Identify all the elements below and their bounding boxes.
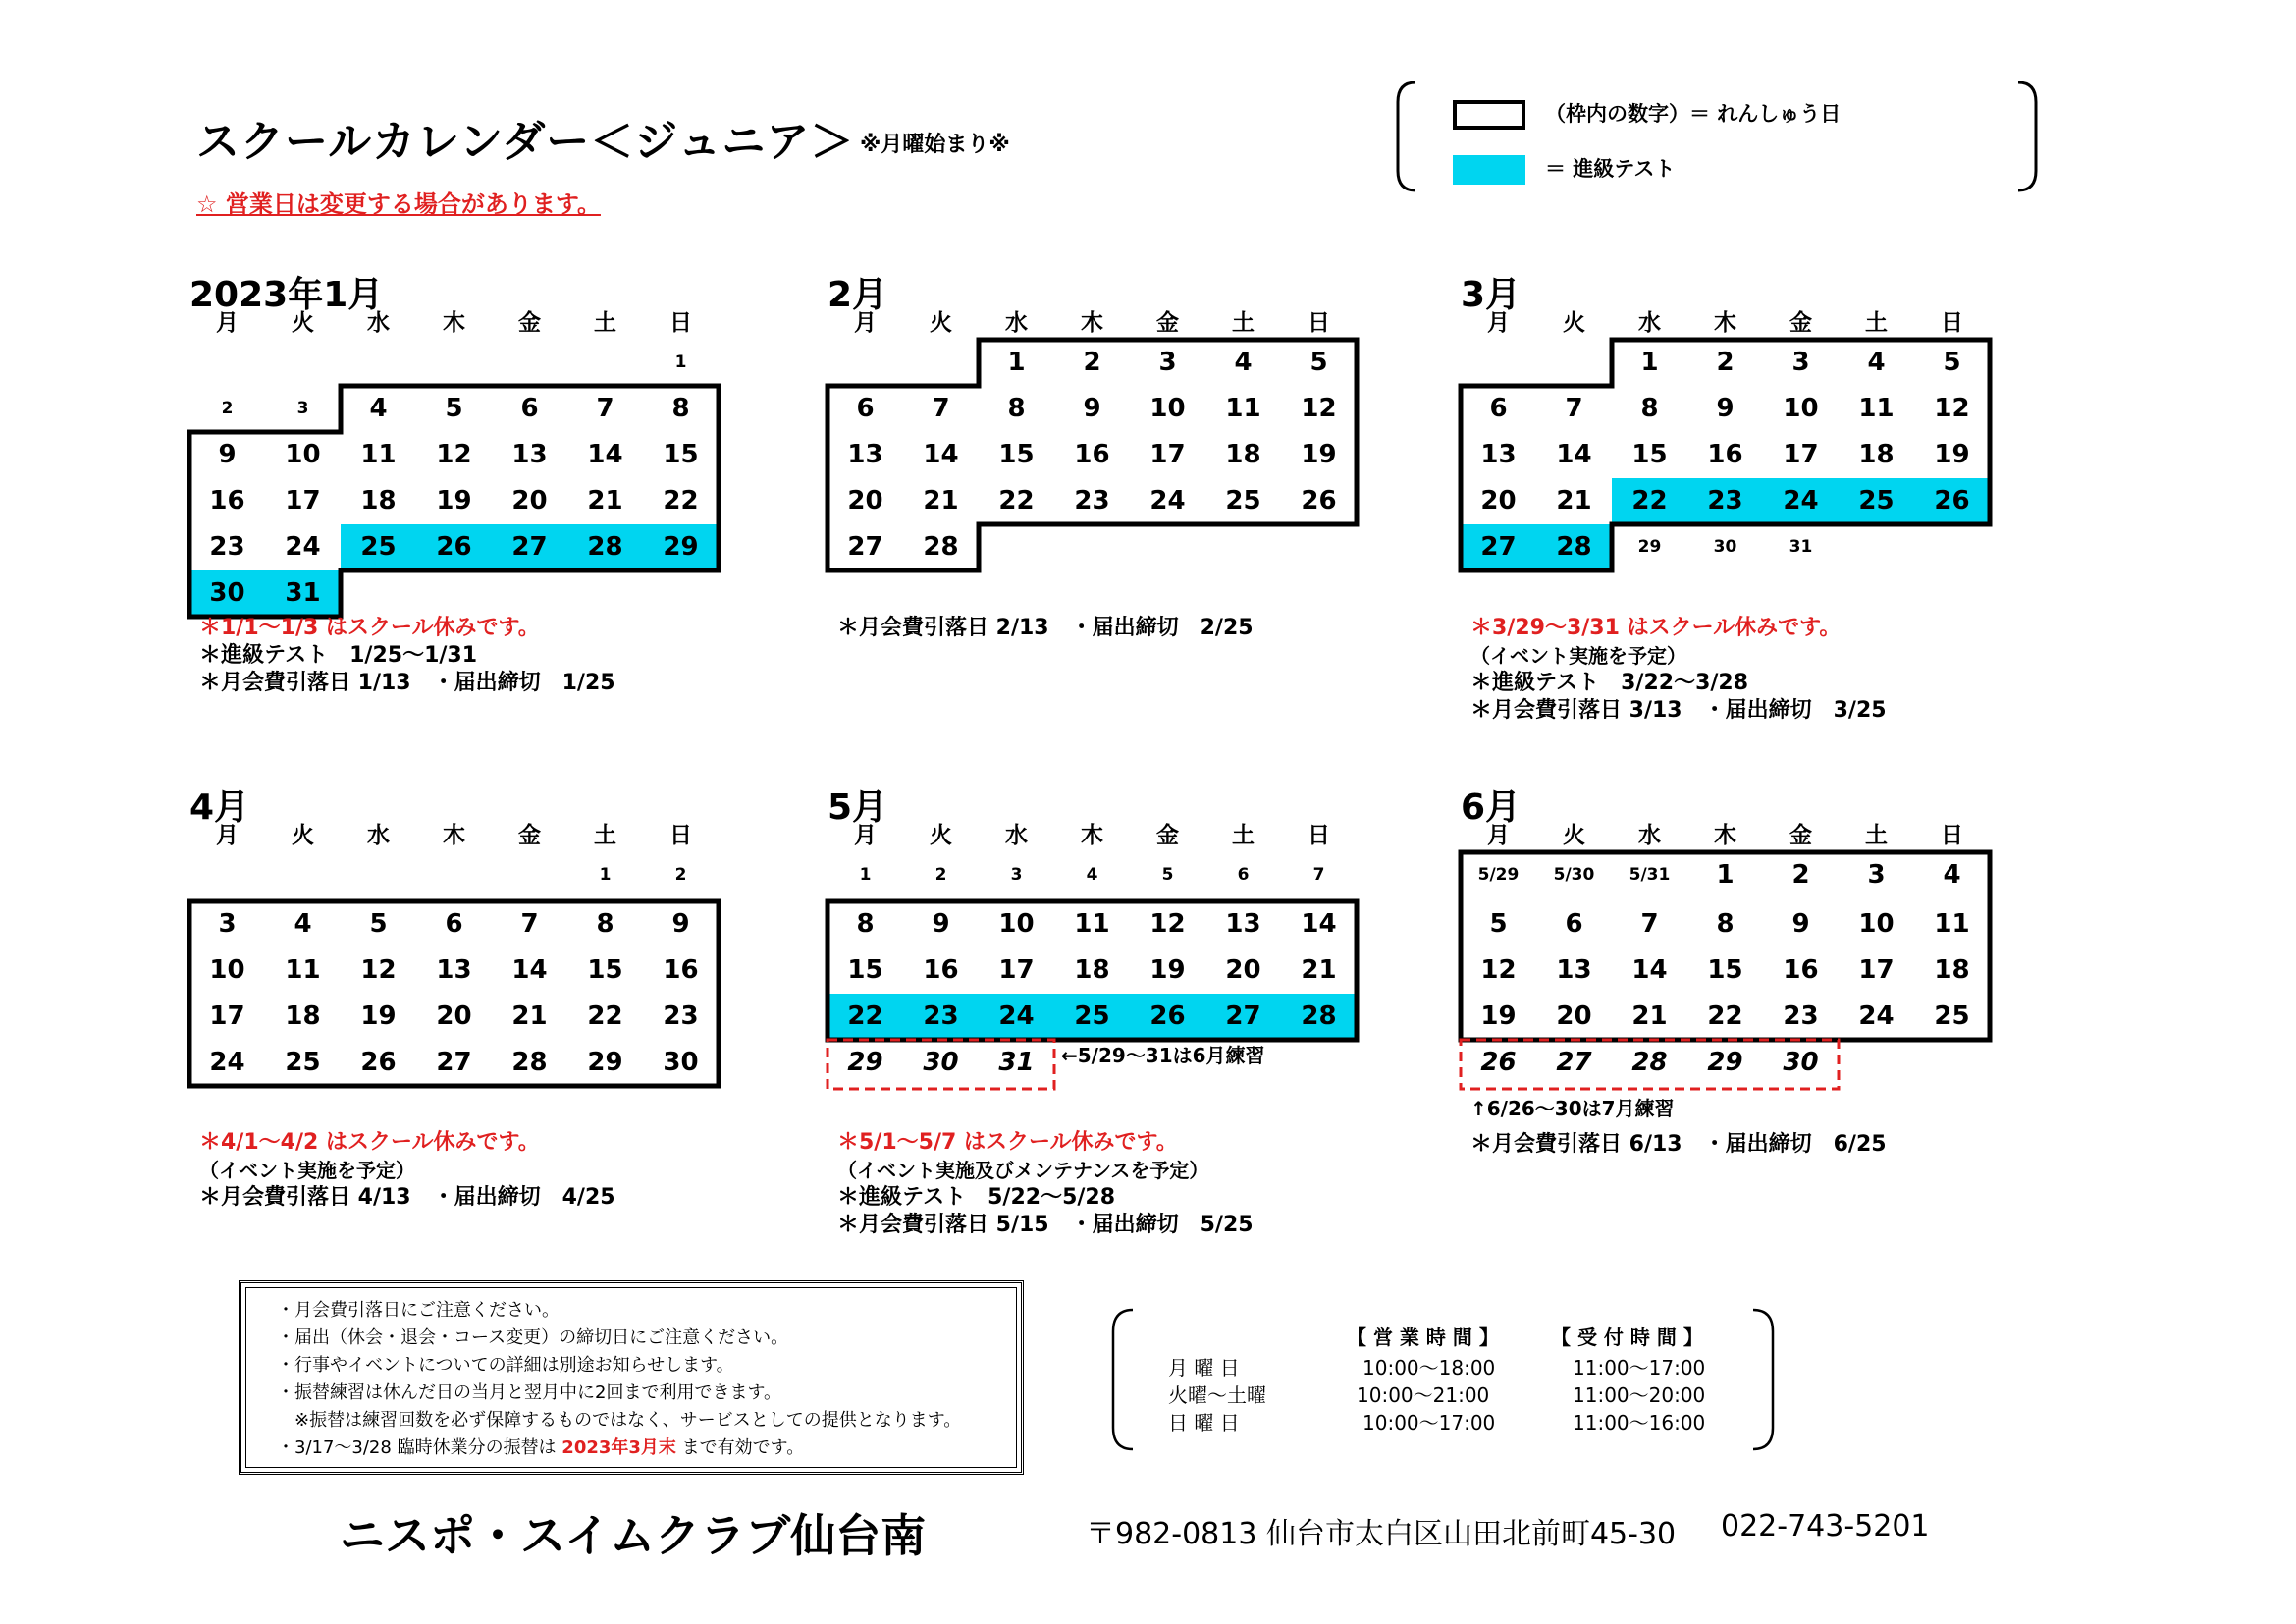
month-note: ＊月会費引落日 3/13 ・届出締切 3/25 bbox=[1470, 698, 1887, 723]
weekday-header: 日 bbox=[669, 823, 692, 848]
day-april-30: 30 bbox=[663, 1048, 699, 1077]
day-may-16: 16 bbox=[923, 955, 959, 985]
day-june-5: 5 bbox=[1489, 909, 1508, 939]
day-april-24: 24 bbox=[209, 1048, 245, 1077]
info-line: ※振替は練習回数を必ず保障するものではなく、サービスとしての提供となります。 bbox=[277, 1410, 962, 1431]
day-february-19: 19 bbox=[1301, 440, 1337, 469]
day-june-3: 3 bbox=[1867, 860, 1886, 890]
hours-reception: 11:00〜20:00 bbox=[1573, 1383, 1706, 1407]
day-february-26: 26 bbox=[1301, 486, 1337, 515]
day-january-18: 18 bbox=[360, 486, 397, 515]
info-line-makeup bbox=[277, 1435, 1021, 1462]
weekday-header: 金 bbox=[518, 823, 541, 848]
day-january-28: 28 bbox=[587, 532, 623, 562]
day-may-23: 23 bbox=[923, 1001, 959, 1031]
day-may-25: 25 bbox=[1074, 1001, 1110, 1031]
day-march-27: 27 bbox=[1480, 532, 1517, 562]
closure-note: ＊3/29〜3/31 はスクール休みです。 bbox=[1470, 616, 1842, 640]
day-march-6: 6 bbox=[1489, 394, 1508, 423]
day-april-18: 18 bbox=[285, 1001, 321, 1031]
day-january-26: 26 bbox=[436, 532, 472, 562]
day-january-13: 13 bbox=[511, 440, 548, 469]
info-makeup-deadline: 2023年3月末 bbox=[561, 1437, 676, 1458]
day-may-24: 24 bbox=[998, 1001, 1035, 1031]
day-march-20: 20 bbox=[1480, 486, 1517, 515]
day-february-28: 28 bbox=[923, 532, 959, 562]
club-phone: 022-743-5201 bbox=[1721, 1509, 1930, 1543]
day-march-13: 13 bbox=[1480, 440, 1517, 469]
day-may-20: 20 bbox=[1225, 955, 1261, 985]
day-february-2: 2 bbox=[1083, 348, 1101, 377]
day-june-28: 28 bbox=[1631, 1048, 1668, 1077]
weekday-header: 土 bbox=[1865, 823, 1888, 848]
day-june-7: 7 bbox=[1640, 909, 1659, 939]
day-may-19: 19 bbox=[1149, 955, 1186, 985]
day-april-1: 1 bbox=[599, 865, 612, 885]
day-january-25: 25 bbox=[360, 532, 397, 562]
day-may-2: 2 bbox=[934, 865, 947, 885]
info-line: ・届出（休会・退会・コース変更）の締切日にご注意ください。 bbox=[277, 1327, 789, 1348]
day-march-15: 15 bbox=[1631, 440, 1668, 469]
day-april-26: 26 bbox=[360, 1048, 397, 1077]
day-june-18: 18 bbox=[1934, 955, 1970, 985]
day-march-28: 28 bbox=[1556, 532, 1592, 562]
day-march-8: 8 bbox=[1640, 394, 1659, 423]
page-subtitle: ※月曜始まり※ bbox=[860, 133, 1010, 157]
day-january-2: 2 bbox=[221, 399, 234, 418]
weekday-header: 金 bbox=[1789, 823, 1812, 848]
day-june-25: 25 bbox=[1934, 1001, 1970, 1031]
day-february-21: 21 bbox=[923, 486, 959, 515]
weekday-header: 土 bbox=[1865, 310, 1888, 336]
day-february-11: 11 bbox=[1225, 394, 1261, 423]
weekday-header: 火 bbox=[1563, 823, 1585, 848]
month-title: 4月 bbox=[189, 787, 250, 828]
day-june-8: 8 bbox=[1716, 909, 1735, 939]
month-note: ＊月会費引落日 4/13 ・届出締切 4/25 bbox=[199, 1185, 615, 1210]
weekday-header: 火 bbox=[930, 823, 952, 848]
weekday-header: 金 bbox=[518, 310, 541, 336]
day-february-6: 6 bbox=[856, 394, 875, 423]
day-january-16: 16 bbox=[209, 486, 245, 515]
info-makeup-suffix: まで有効です。 bbox=[681, 1437, 805, 1458]
day-may-1: 1 bbox=[859, 865, 872, 885]
day-january-15: 15 bbox=[663, 440, 699, 469]
day-may-28: 28 bbox=[1301, 1001, 1337, 1031]
day-may-15: 15 bbox=[847, 955, 883, 985]
day-april-9: 9 bbox=[671, 909, 690, 939]
weekday-header: 月 bbox=[854, 823, 877, 848]
day-march-23: 23 bbox=[1707, 486, 1743, 515]
day-april-17: 17 bbox=[209, 1001, 245, 1031]
day-june-1: 1 bbox=[1716, 860, 1735, 890]
day-april-21: 21 bbox=[511, 1001, 548, 1031]
day-april-27: 27 bbox=[436, 1048, 472, 1077]
day-march-22: 22 bbox=[1631, 486, 1668, 515]
day-march-18: 18 bbox=[1858, 440, 1895, 469]
day-june-20: 20 bbox=[1556, 1001, 1592, 1031]
day-march-24: 24 bbox=[1783, 486, 1819, 515]
weekday-header: 木 bbox=[1714, 823, 1736, 848]
hours-day: 火曜〜土曜 bbox=[1168, 1383, 1266, 1407]
day-march-17: 17 bbox=[1783, 440, 1819, 469]
reception-hours-header: 【 受 付 時 間 】 bbox=[1551, 1326, 1703, 1349]
weekday-header: 土 bbox=[594, 823, 616, 848]
day-april-8: 8 bbox=[596, 909, 614, 939]
day-april-23: 23 bbox=[663, 1001, 699, 1031]
day-june-27: 27 bbox=[1556, 1048, 1592, 1077]
day-april-2: 2 bbox=[674, 865, 687, 885]
day-march-25: 25 bbox=[1858, 486, 1895, 515]
day-may-8: 8 bbox=[856, 909, 875, 939]
day-may-11: 11 bbox=[1074, 909, 1110, 939]
day-march-4: 4 bbox=[1867, 348, 1886, 377]
weekday-header: 日 bbox=[1941, 310, 1963, 336]
day-february-12: 12 bbox=[1301, 394, 1337, 423]
legend-test-label: ＝ 進級テスト bbox=[1545, 157, 1676, 181]
weekday-header: 水 bbox=[1638, 823, 1661, 848]
hours-day: 日 曜 日 bbox=[1168, 1411, 1240, 1435]
day-june-5-29: 5/29 bbox=[1477, 865, 1520, 885]
day-march-7: 7 bbox=[1565, 394, 1583, 423]
day-february-10: 10 bbox=[1149, 394, 1186, 423]
day-may-14: 14 bbox=[1301, 909, 1337, 939]
day-march-11: 11 bbox=[1858, 394, 1895, 423]
weekday-header: 土 bbox=[594, 310, 616, 336]
day-january-10: 10 bbox=[285, 440, 321, 469]
day-march-5: 5 bbox=[1943, 348, 1961, 377]
day-april-28: 28 bbox=[511, 1048, 548, 1077]
day-may-18: 18 bbox=[1074, 955, 1110, 985]
day-april-22: 22 bbox=[587, 1001, 623, 1031]
day-june-30: 30 bbox=[1783, 1048, 1819, 1077]
side-note: ↑6/26〜30は7月練習 bbox=[1470, 1097, 1675, 1120]
day-may-31: 31 bbox=[998, 1048, 1035, 1077]
day-june-2: 2 bbox=[1791, 860, 1810, 890]
day-april-3: 3 bbox=[218, 909, 237, 939]
day-may-17: 17 bbox=[998, 955, 1035, 985]
day-april-4: 4 bbox=[294, 909, 312, 939]
day-january-5: 5 bbox=[445, 394, 463, 423]
notice-text: ☆ 営業日は変更する場合があります。 bbox=[196, 190, 601, 218]
day-march-31: 31 bbox=[1789, 537, 1813, 557]
day-february-17: 17 bbox=[1149, 440, 1186, 469]
info-line: ・行事やイベントについての詳細は別途お知らせします。 bbox=[277, 1355, 734, 1376]
day-january-23: 23 bbox=[209, 532, 245, 562]
month-note: ＊月会費引落日 2/13 ・届出締切 2/25 bbox=[837, 616, 1254, 640]
day-january-8: 8 bbox=[671, 394, 690, 423]
weekday-header: 木 bbox=[1714, 310, 1736, 336]
day-may-3: 3 bbox=[1010, 865, 1023, 885]
day-february-20: 20 bbox=[847, 486, 883, 515]
day-june-9: 9 bbox=[1791, 909, 1810, 939]
legend-practice-swatch bbox=[1453, 100, 1525, 130]
day-january-9: 9 bbox=[218, 440, 237, 469]
day-june-11: 11 bbox=[1934, 909, 1970, 939]
closure-note: ＊1/1〜1/3 はスクール休みです。 bbox=[199, 616, 540, 640]
weekday-header: 木 bbox=[443, 823, 465, 848]
day-june-22: 22 bbox=[1707, 1001, 1743, 1031]
weekday-header: 火 bbox=[930, 310, 952, 336]
day-april-14: 14 bbox=[511, 955, 548, 985]
legend-test-swatch bbox=[1453, 155, 1525, 185]
legend-test bbox=[1453, 153, 1675, 185]
day-january-24: 24 bbox=[285, 532, 321, 562]
day-january-20: 20 bbox=[511, 486, 548, 515]
day-february-22: 22 bbox=[998, 486, 1035, 515]
hours-day: 月 曜 日 bbox=[1168, 1356, 1240, 1380]
club-address: 〒982-0813 仙台市太白区山田北前町45-30 bbox=[1086, 1517, 1677, 1551]
weekday-header: 月 bbox=[1487, 310, 1510, 336]
day-may-12: 12 bbox=[1149, 909, 1186, 939]
day-january-3: 3 bbox=[296, 399, 309, 418]
month-title: 3月 bbox=[1461, 275, 1522, 315]
month-title: 2月 bbox=[828, 275, 888, 315]
day-march-2: 2 bbox=[1716, 348, 1735, 377]
day-april-19: 19 bbox=[360, 1001, 397, 1031]
day-june-15: 15 bbox=[1707, 955, 1743, 985]
day-june-10: 10 bbox=[1858, 909, 1895, 939]
weekday-header: 火 bbox=[292, 823, 314, 848]
day-february-4: 4 bbox=[1234, 348, 1253, 377]
info-box bbox=[239, 1280, 1024, 1475]
month-title: 2023年1月 bbox=[189, 275, 384, 315]
weekday-header: 金 bbox=[1789, 310, 1812, 336]
day-april-6: 6 bbox=[445, 909, 463, 939]
side-note: ←5/29〜31は6月練習 bbox=[1061, 1044, 1265, 1067]
weekday-header: 土 bbox=[1232, 310, 1255, 336]
day-january-7: 7 bbox=[596, 394, 614, 423]
closure-note: ＊5/1〜5/7 はスクール休みです。 bbox=[837, 1130, 1178, 1155]
day-january-22: 22 bbox=[663, 486, 699, 515]
day-january-1: 1 bbox=[674, 352, 687, 372]
day-june-17: 17 bbox=[1858, 955, 1895, 985]
weekday-header: 火 bbox=[292, 310, 314, 336]
day-june-24: 24 bbox=[1858, 1001, 1895, 1031]
day-march-1: 1 bbox=[1640, 348, 1659, 377]
day-june-6: 6 bbox=[1565, 909, 1583, 939]
day-january-19: 19 bbox=[436, 486, 472, 515]
hours-business: 10:00〜17:00 bbox=[1362, 1411, 1496, 1435]
day-february-14: 14 bbox=[923, 440, 959, 469]
month-note: ＊月会費引落日 1/13 ・届出締切 1/25 bbox=[199, 671, 615, 695]
day-april-16: 16 bbox=[663, 955, 699, 985]
day-april-13: 13 bbox=[436, 955, 472, 985]
day-april-10: 10 bbox=[209, 955, 245, 985]
weekday-header: 木 bbox=[1081, 823, 1103, 848]
day-june-23: 23 bbox=[1783, 1001, 1819, 1031]
day-february-15: 15 bbox=[998, 440, 1035, 469]
day-june-13: 13 bbox=[1556, 955, 1592, 985]
day-january-12: 12 bbox=[436, 440, 472, 469]
day-may-27: 27 bbox=[1225, 1001, 1261, 1031]
day-march-19: 19 bbox=[1934, 440, 1970, 469]
day-february-3: 3 bbox=[1158, 348, 1177, 377]
month-note: （イベント実施を予定） bbox=[199, 1159, 415, 1182]
day-may-5: 5 bbox=[1161, 865, 1174, 885]
month-note: ＊月会費引落日 5/15 ・届出締切 5/25 bbox=[837, 1213, 1254, 1237]
day-february-16: 16 bbox=[1074, 440, 1110, 469]
day-april-25: 25 bbox=[285, 1048, 321, 1077]
weekday-header: 日 bbox=[1941, 823, 1963, 848]
day-february-24: 24 bbox=[1149, 486, 1186, 515]
day-april-12: 12 bbox=[360, 955, 397, 985]
page-title: スクールカレンダー＜ジュニア＞ bbox=[196, 117, 855, 167]
day-june-19: 19 bbox=[1480, 1001, 1517, 1031]
day-may-29: 29 bbox=[847, 1048, 883, 1077]
day-january-31: 31 bbox=[285, 578, 321, 608]
day-february-7: 7 bbox=[932, 394, 950, 423]
month-note: ＊進級テスト 5/22〜5/28 bbox=[837, 1185, 1116, 1210]
weekday-header: 火 bbox=[1563, 310, 1585, 336]
month-note: ＊進級テスト 3/22〜3/28 bbox=[1470, 671, 1749, 695]
weekday-header: 日 bbox=[669, 310, 692, 336]
day-february-18: 18 bbox=[1225, 440, 1261, 469]
day-march-21: 21 bbox=[1556, 486, 1592, 515]
weekday-header: 水 bbox=[367, 310, 390, 336]
day-june-16: 16 bbox=[1783, 955, 1819, 985]
day-march-30: 30 bbox=[1713, 537, 1737, 557]
month-title: 6月 bbox=[1461, 787, 1522, 828]
weekday-header: 水 bbox=[1638, 310, 1661, 336]
day-may-9: 9 bbox=[932, 909, 950, 939]
day-may-22: 22 bbox=[847, 1001, 883, 1031]
day-june-14: 14 bbox=[1631, 955, 1668, 985]
day-june-5-30: 5/30 bbox=[1553, 865, 1595, 885]
day-april-11: 11 bbox=[285, 955, 321, 985]
day-february-23: 23 bbox=[1074, 486, 1110, 515]
day-june-26: 26 bbox=[1480, 1048, 1517, 1077]
day-april-7: 7 bbox=[520, 909, 539, 939]
info-makeup-prefix: ・3/17〜3/28 臨時休業分の振替は bbox=[277, 1437, 557, 1458]
day-april-5: 5 bbox=[369, 909, 388, 939]
day-january-21: 21 bbox=[587, 486, 623, 515]
hours-business: 10:00〜18:00 bbox=[1362, 1356, 1496, 1380]
day-march-26: 26 bbox=[1934, 486, 1970, 515]
day-march-3: 3 bbox=[1791, 348, 1810, 377]
day-may-21: 21 bbox=[1301, 955, 1337, 985]
month-note: ＊月会費引落日 6/13 ・届出締切 6/25 bbox=[1470, 1132, 1887, 1157]
day-may-10: 10 bbox=[998, 909, 1035, 939]
weekday-header: 水 bbox=[1005, 823, 1028, 848]
day-march-9: 9 bbox=[1716, 394, 1735, 423]
day-february-27: 27 bbox=[847, 532, 883, 562]
weekday-header: 水 bbox=[1005, 310, 1028, 336]
day-june-5-31: 5/31 bbox=[1629, 865, 1671, 885]
day-march-12: 12 bbox=[1934, 394, 1970, 423]
day-january-4: 4 bbox=[369, 394, 388, 423]
month-note: ＊進級テスト 1/25〜1/31 bbox=[199, 643, 478, 668]
day-january-14: 14 bbox=[587, 440, 623, 469]
day-may-4: 4 bbox=[1086, 865, 1098, 885]
day-may-7: 7 bbox=[1312, 865, 1325, 885]
weekday-header: 木 bbox=[1081, 310, 1103, 336]
month-note: （イベント実施を予定） bbox=[1470, 644, 1686, 668]
day-january-27: 27 bbox=[511, 532, 548, 562]
weekday-header: 月 bbox=[216, 823, 239, 848]
month-title: 5月 bbox=[828, 787, 888, 828]
weekday-header: 日 bbox=[1308, 823, 1330, 848]
weekday-header: 土 bbox=[1232, 823, 1255, 848]
day-may-30: 30 bbox=[923, 1048, 959, 1077]
day-march-29: 29 bbox=[1637, 537, 1662, 557]
weekday-header: 月 bbox=[216, 310, 239, 336]
day-april-15: 15 bbox=[587, 955, 623, 985]
day-march-14: 14 bbox=[1556, 440, 1592, 469]
day-june-29: 29 bbox=[1707, 1048, 1743, 1077]
day-june-12: 12 bbox=[1480, 955, 1517, 985]
day-january-30: 30 bbox=[209, 578, 245, 608]
day-may-6: 6 bbox=[1237, 865, 1250, 885]
day-may-13: 13 bbox=[1225, 909, 1261, 939]
day-february-25: 25 bbox=[1225, 486, 1261, 515]
day-february-13: 13 bbox=[847, 440, 883, 469]
day-january-29: 29 bbox=[663, 532, 699, 562]
weekday-header: 月 bbox=[1487, 823, 1510, 848]
month-note: （イベント実施及びメンテナンスを予定） bbox=[837, 1159, 1209, 1182]
day-february-5: 5 bbox=[1309, 348, 1328, 377]
hours-reception: 11:00〜17:00 bbox=[1573, 1356, 1706, 1380]
weekday-header: 水 bbox=[367, 823, 390, 848]
day-april-29: 29 bbox=[587, 1048, 623, 1077]
day-january-6: 6 bbox=[520, 394, 539, 423]
hours-reception: 11:00〜16:00 bbox=[1573, 1411, 1706, 1435]
day-may-26: 26 bbox=[1149, 1001, 1186, 1031]
info-line: ・振替練習は休んだ日の当月と翌月中に2回まで利用できます。 bbox=[277, 1382, 782, 1403]
day-march-10: 10 bbox=[1783, 394, 1819, 423]
club-name: ニスポ・スイムクラブ仙台南 bbox=[340, 1509, 927, 1562]
day-february-1: 1 bbox=[1007, 348, 1026, 377]
legend-practice bbox=[1453, 98, 1841, 130]
weekday-header: 月 bbox=[854, 310, 877, 336]
weekday-header: 金 bbox=[1156, 310, 1179, 336]
day-january-17: 17 bbox=[285, 486, 321, 515]
business-hours-header: 【 営 業 時 間 】 bbox=[1347, 1326, 1499, 1349]
closure-note: ＊4/1〜4/2 はスクール休みです。 bbox=[199, 1130, 540, 1155]
legend-practice-label: （枠内の数字）＝ れんしゅう日 bbox=[1545, 102, 1842, 126]
hours-business: 10:00〜21:00 bbox=[1357, 1383, 1490, 1407]
weekday-header: 日 bbox=[1308, 310, 1330, 336]
day-march-16: 16 bbox=[1707, 440, 1743, 469]
day-june-21: 21 bbox=[1631, 1001, 1668, 1031]
day-february-8: 8 bbox=[1007, 394, 1026, 423]
day-january-11: 11 bbox=[360, 440, 397, 469]
weekday-header: 金 bbox=[1156, 823, 1179, 848]
day-april-20: 20 bbox=[436, 1001, 472, 1031]
info-line: ・月会費引落日にご注意ください。 bbox=[277, 1300, 560, 1321]
day-february-9: 9 bbox=[1083, 394, 1101, 423]
day-june-4: 4 bbox=[1943, 860, 1961, 890]
weekday-header: 木 bbox=[443, 310, 465, 336]
